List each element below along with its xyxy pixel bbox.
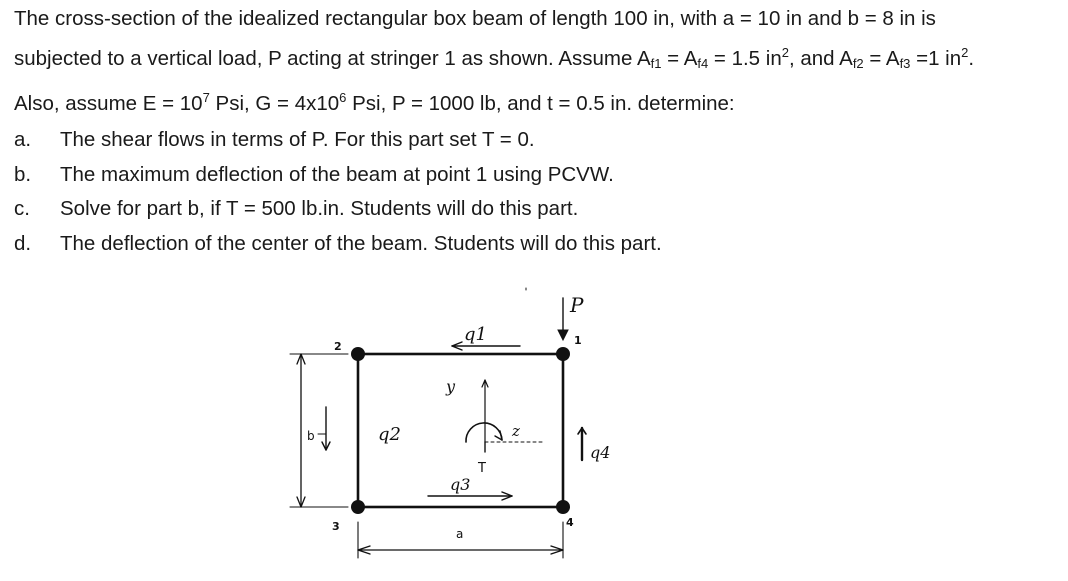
problem-text: , and A [788,47,853,70]
question-item [14,158,1014,193]
stringer-2 [351,347,365,361]
y-axis-label: y [446,377,456,396]
stringer-4 [556,500,570,514]
torque-label: T [478,461,486,476]
question-item [14,192,1014,227]
superscript: 6 [339,90,347,105]
problem-line-1 [14,2,1064,36]
box-beam-cross-section-figure [280,282,620,577]
subscript: f2 [852,56,864,71]
item-letter: c. [14,197,30,220]
item-text: Solve for part b, if T = 500 lb.in. Students will do this part. [60,197,579,220]
stringer-3 [351,500,365,514]
shear-flow-q2: q2 [378,424,401,445]
item-letter: b. [14,162,32,186]
subscript: f3 [899,56,911,71]
problem-line-3 [14,81,1064,121]
problem-text: = A [661,47,698,70]
item-letter: d. [14,231,32,255]
problem-text: Psi, G = 4x10 [209,92,340,115]
shear-flow-q1: q1 [464,324,487,345]
stringer-label-2: 2 [334,340,342,353]
item-text: The deflection of the center of the beam. Students will do this part. [60,231,662,255]
item-text: The maximum deflection of the beam at point 1 using PCVW. [60,162,614,186]
torque-arc [466,423,502,442]
stringer-label-3: 3 [332,520,340,533]
subscript: f1 [650,56,662,71]
superscript: 7 [202,90,210,105]
shear-flow-q3: q3 [450,475,471,494]
item-text: The shear flows in terms of P. For this part set T = 0. [60,128,535,151]
problem-line-2 [14,36,1064,81]
problem-text: The cross-section of the idealized rectangular box beam of length 100 in, with a = 10 in and b = 8 in is [14,7,936,30]
subscript: f4 [697,56,709,71]
z-axis-label: z [512,422,520,440]
problem-text: . [968,47,975,70]
question-item [14,227,1014,262]
dimension-b-label: b [307,429,315,443]
problem-statement [14,2,1064,121]
dimension-a-label: a [456,527,464,541]
question-list [14,123,1014,261]
problem-text: =1 in [910,47,962,70]
question-item [14,123,1014,158]
superscript: 2 [961,45,969,60]
problem-text: Psi, P = 1000 lb, and t = 0.5 in. determine: [346,92,735,115]
problem-text: subjected to a vertical load, P acting at stringer 1 as shown. Assume A [14,47,651,70]
problem-text: = 1.5 in [708,47,782,70]
item-letter: a. [14,128,32,151]
load-label: P [570,293,584,317]
stringer-label-4: 4 [566,516,574,529]
problem-text: = A [863,47,900,70]
shear-flow-q4: q4 [590,443,611,462]
problem-text: Also, assume E = 10 [14,92,203,115]
superscript: 2 [781,45,789,60]
stringer-1 [556,347,570,361]
stringer-label-1: 1 [574,334,582,347]
